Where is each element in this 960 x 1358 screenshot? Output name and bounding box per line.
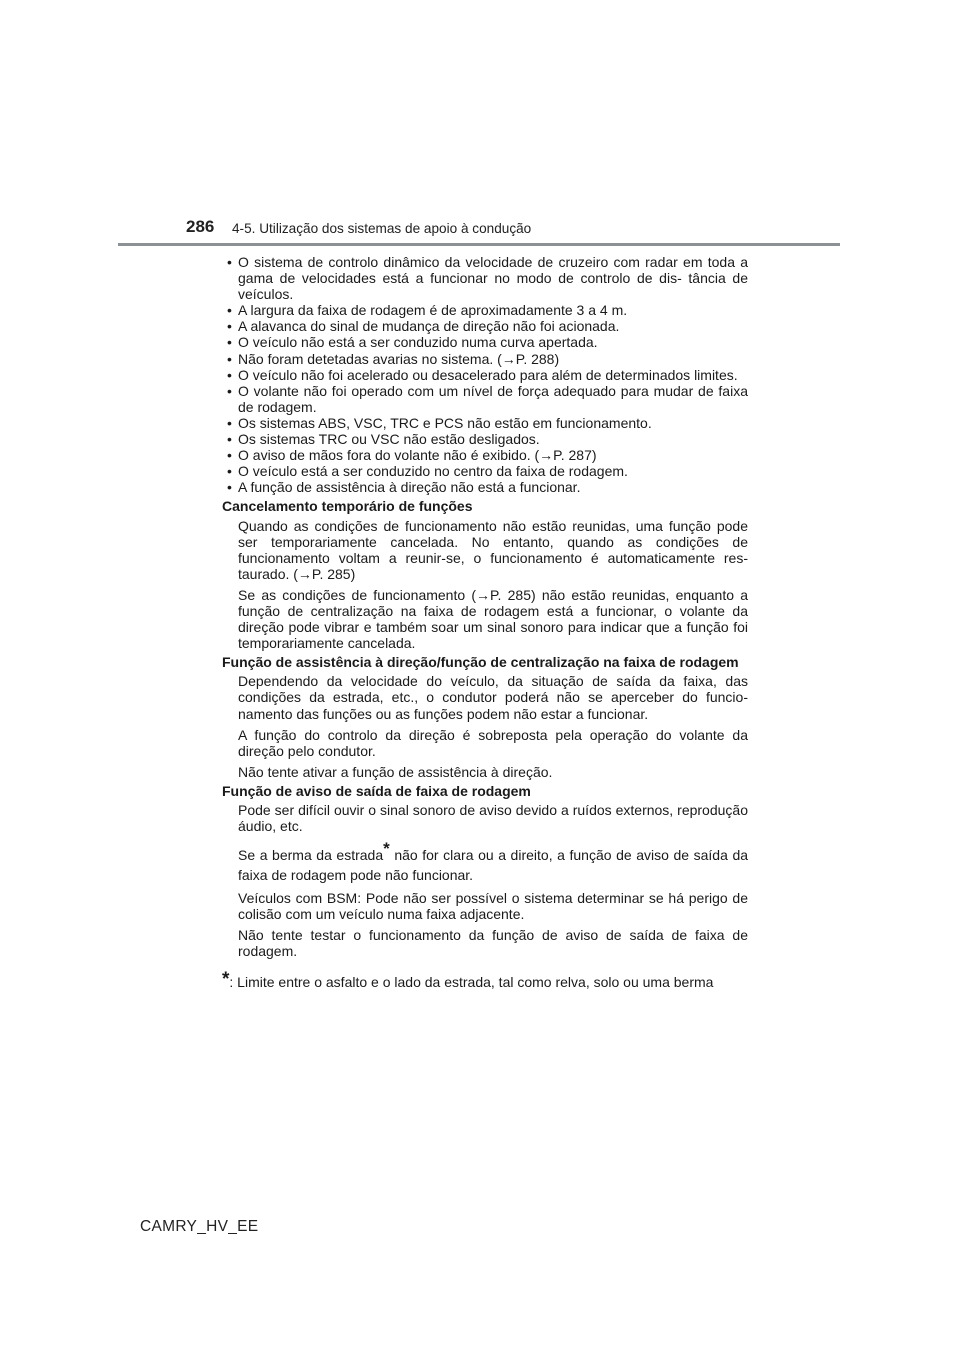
bullet-icon: • — [227, 318, 232, 335]
section-title: 4-5. Utilização dos sistemas de apoio à condução — [232, 221, 532, 236]
list-item-text: O volante não foi operado com um nível de força adequado para mudar de faixa de rodagem. — [238, 382, 748, 415]
list-item-text: Não foram detetadas avarias no sistema. (→P. 288) — [238, 350, 560, 367]
condition-list — [222, 254, 748, 495]
paragraph: Não tente testar o funcionamento da função de aviso de saída de faixa de rodagem. — [238, 927, 748, 960]
heading-temporary-cancellation: Cancelamento temporário de funções — [222, 498, 473, 515]
paragraph: Veículos com BSM: Pode não ser possível o sistema determinar se há perigo de colisão com um veículo numa faixa adjacente. — [238, 890, 748, 923]
paragraph: Se as condições de funcionamento (→P. 285) não estão reunidas, enquanto a função de centralização na faixa de rodagem está a funcionar, o volante da direção pode vibrar e também soar um sinal sonoro para indicar que a função foi temporariamente cancelada. — [238, 586, 748, 652]
bullet-icon: • — [227, 254, 232, 270]
paragraph-starred — [222, 839, 748, 885]
bullet-icon: • — [227, 366, 232, 383]
list-item-text: O sistema de controlo dinâmico da velocidade de cruzeiro com radar em toda a gama de velocidades está a funcionar no modo de controlo de dis- tância de veículos. — [238, 254, 748, 303]
list-item — [222, 431, 748, 447]
list-item — [222, 367, 748, 383]
list-item — [222, 415, 748, 431]
paragraph: Dependendo da velocidade do veículo, da situação de saída da faixa, das condições da estrada, etc., o condutor poderá não se aperceber do funcio- namento das funções ou as funções podem não estar a funcionar. — [238, 673, 748, 722]
list-item-text: A função de assistência à direção não está a funcionar. — [238, 479, 581, 496]
heading-lane-departure-warning: Função de aviso de saída de faixa de rodagem — [222, 782, 531, 799]
bullet-icon: • — [227, 479, 232, 496]
list-item-text: O veículo não foi acelerado ou desacelerado para além de determinados limites. — [238, 366, 738, 383]
list-item-text: Os sistemas ABS, VSC, TRC e PCS não estão em funcionamento. — [238, 414, 652, 431]
bullet-icon: • — [227, 414, 232, 431]
document-code: CAMRY_HV_EE — [140, 1218, 259, 1235]
paragraph: Não tente ativar a função de assistência à direção. — [238, 763, 553, 780]
bullet-icon: • — [227, 350, 232, 367]
list-item-text: O veículo não está a ser conduzido numa curva apertada. — [238, 334, 598, 351]
list-item — [222, 447, 748, 463]
asterisk-icon: * — [383, 839, 390, 859]
list-item — [222, 254, 748, 302]
footnote-text: : Limite entre o asfalto e o lado da estrada, tal como relva, solo ou uma berma — [229, 973, 714, 990]
bullet-icon: • — [227, 382, 232, 399]
list-item-text: O veículo está a ser conduzido no centro da faixa de rodagem. — [238, 463, 628, 480]
asterisk-icon: * — [222, 968, 230, 990]
list-item-text: A alavanca do sinal de mudança de direção não foi acionada. — [238, 318, 620, 335]
paragraph-text: Se a berma da estrada — [238, 847, 384, 864]
list-item-text: Os sistemas TRC ou VSC não estão desligados. — [238, 431, 540, 448]
list-item — [222, 334, 748, 350]
bullet-icon: • — [227, 302, 232, 319]
list-item-text: A largura da faixa de rodagem é de aproximadamente 3 a 4 m. — [238, 302, 628, 319]
paragraph: Pode ser difícil ouvir o sinal sonoro de aviso devido a ruídos externos, reprodução áudio, etc. — [238, 802, 748, 835]
heading-steering-assist: Função de assistência à direção/função de centralização na faixa de rodagem — [222, 654, 739, 671]
list-item — [222, 479, 748, 495]
list-item — [222, 318, 748, 334]
header-rule — [118, 243, 840, 246]
paragraph: Quando as condições de funcionamento não estão reunidas, uma função pode ser temporariamente cancelada. No entanto, quando as condições de funcionamento voltam a reunir-se, o funcionamento é automaticamente res- taurado. (→P. 285) — [238, 517, 748, 582]
bullet-icon: • — [227, 334, 232, 351]
list-item — [222, 351, 748, 367]
paragraph: A função do controlo da direção é sobreposta pela operação do volante da direção pelo condutor. — [238, 726, 748, 759]
list-item — [222, 383, 748, 415]
bullet-icon: • — [227, 463, 232, 480]
footnote — [222, 970, 748, 992]
bullet-icon: • — [227, 447, 232, 464]
page-content — [222, 254, 748, 992]
list-item — [222, 463, 748, 479]
list-item — [222, 302, 748, 318]
page-number: 286 — [186, 217, 215, 236]
bullet-icon: • — [227, 431, 232, 448]
paragraph-text: não for clara ou a direito, a função de aviso de saída da faixa de rodagem pode não funcionar. — [238, 847, 749, 884]
list-item-text: O aviso de mãos fora do volante não é exibido. (→P. 287) — [238, 447, 597, 464]
